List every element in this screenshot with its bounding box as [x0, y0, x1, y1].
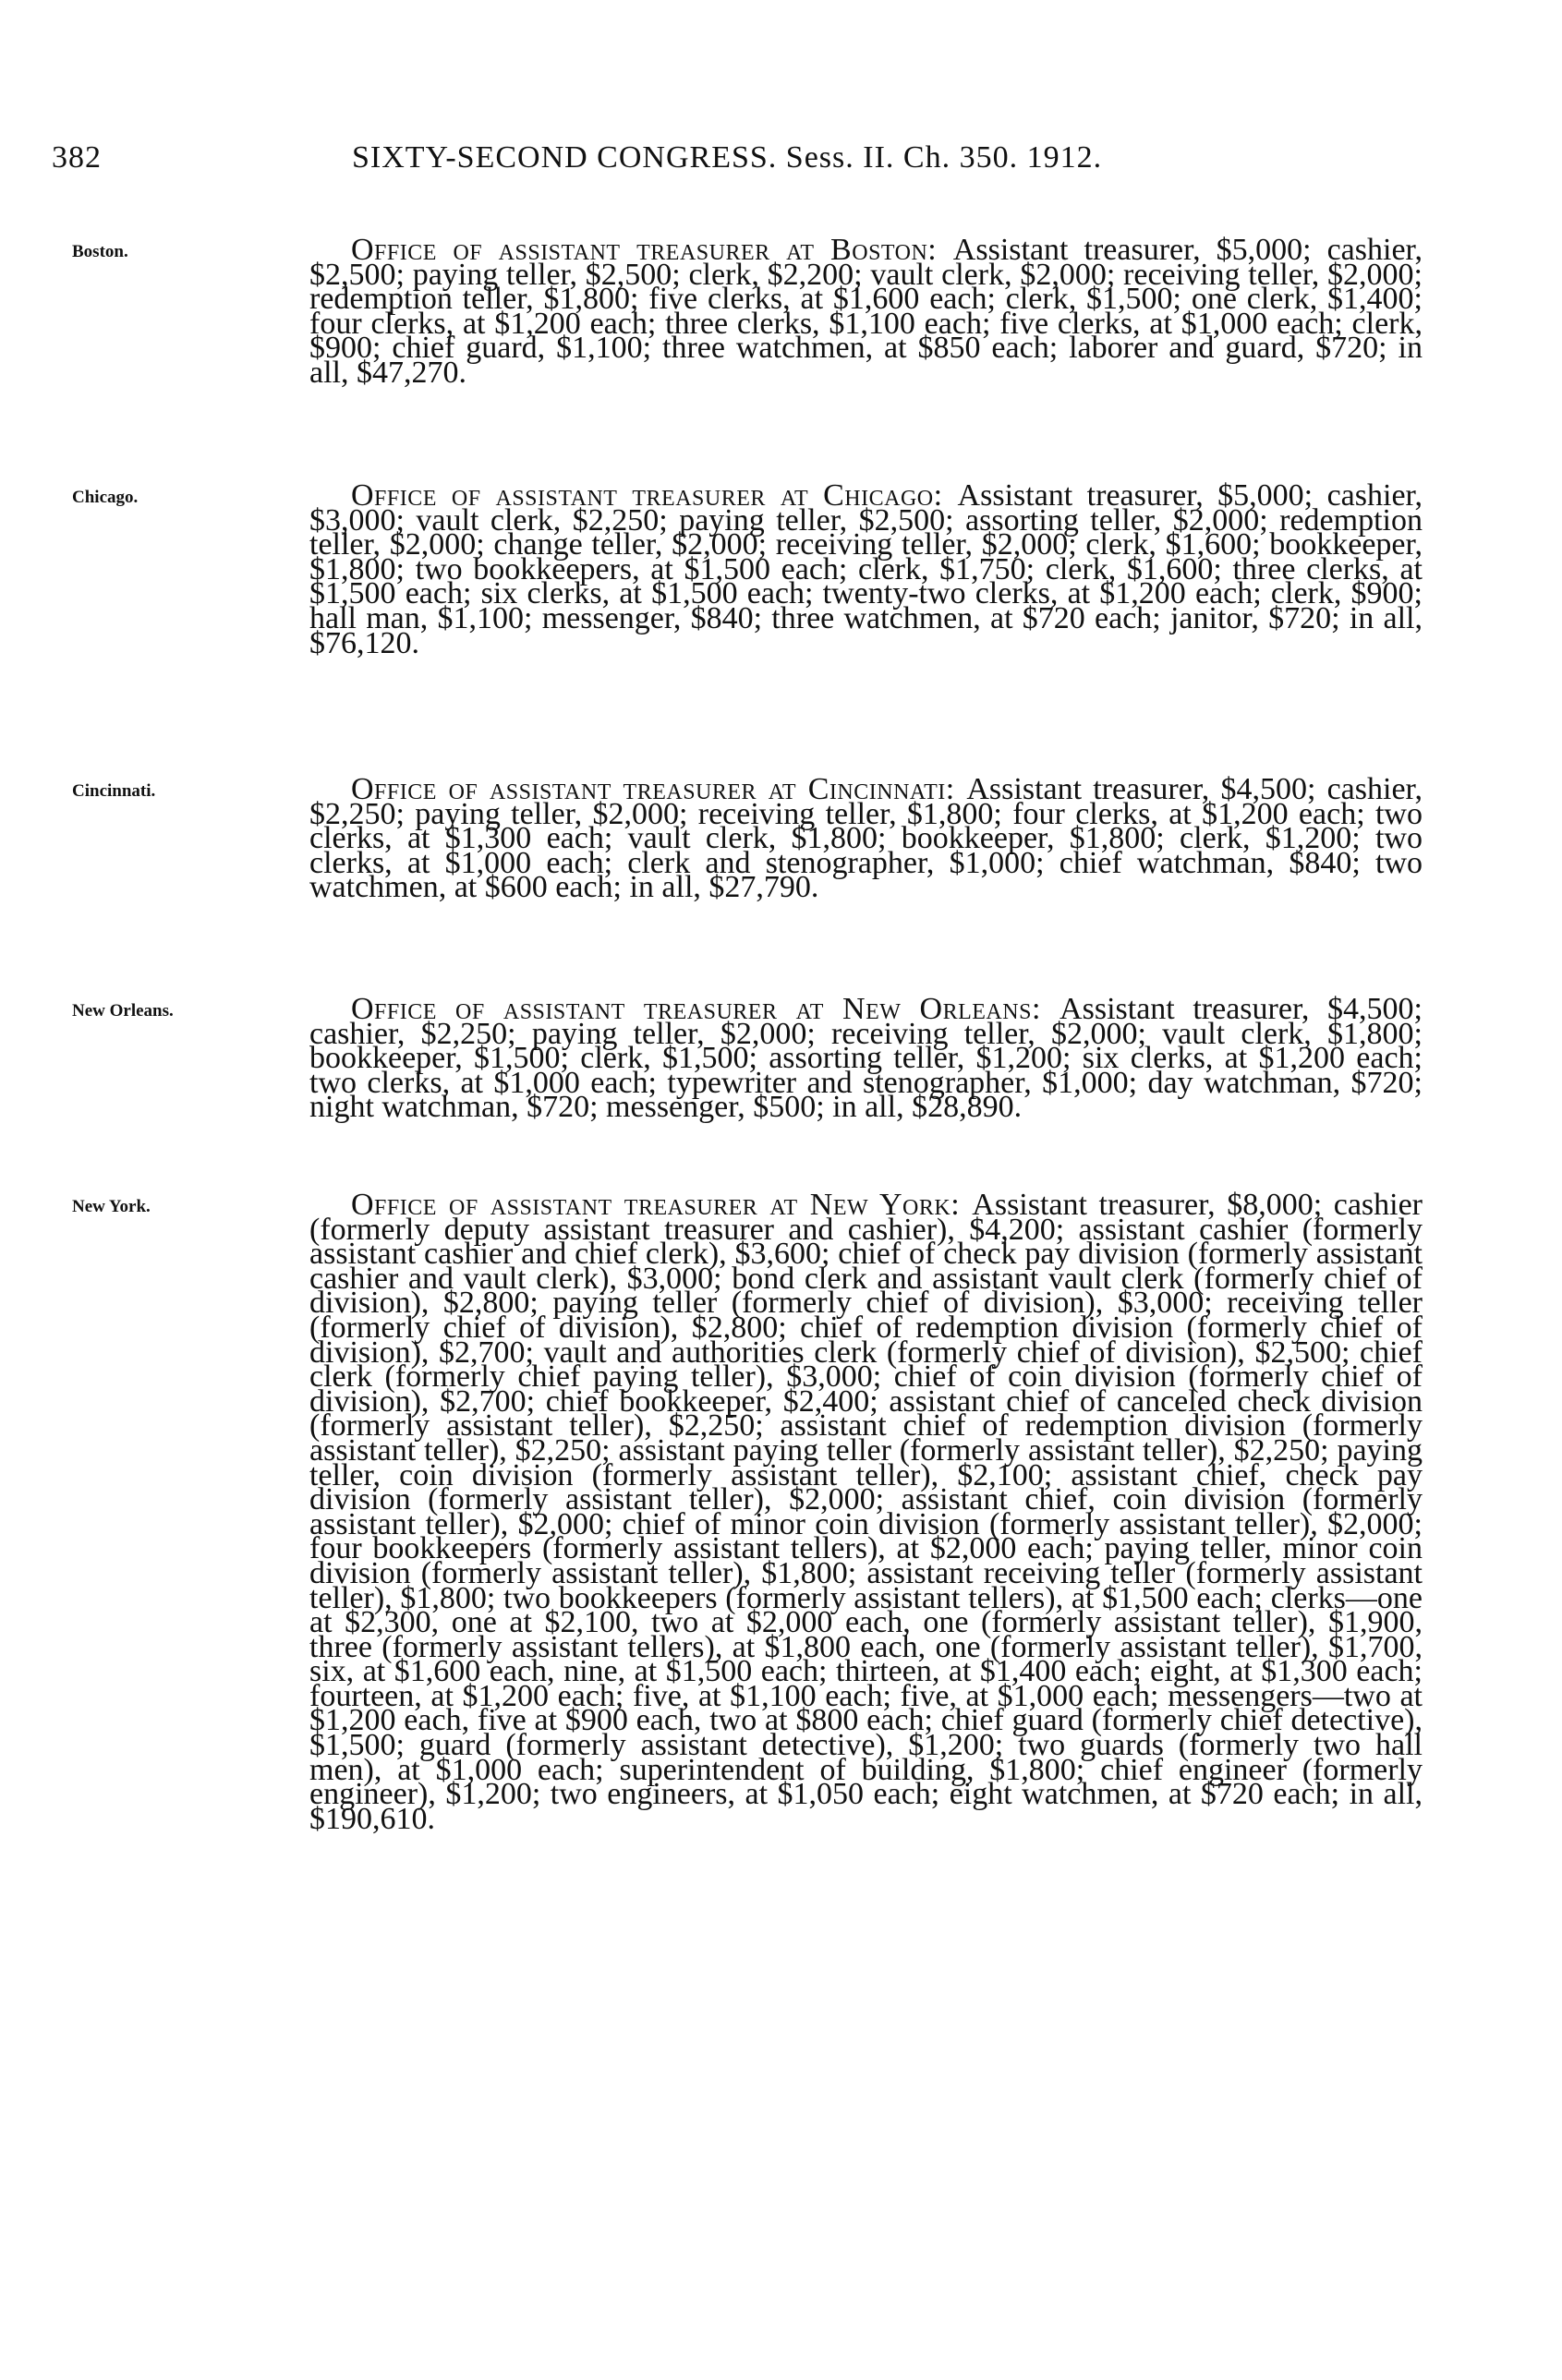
section-text: Assistant treasurer, $8,000; cashier (formerly deputy assistant treasurer and cashier), $4,200; assistant cashier (formerly assistant cashier and chief clerk), $3,600; chief of check pay division (formerly assistant cashier and vault clerk), $3,000; bond clerk and assistant vault clerk (formerly chief of division), $2,800; paying teller (formerly chief of division), $3,000; receiving teller (formerly chief of division), $2,800; chief of redemption division (formerly chief of division), $2,700; vault and authorities clerk (formerly chief of division), $2,500; chief clerk (formerly chief paying teller), $3,000; chief of coin division (formerly chief of division), $2,700; chief bookkeeper, $2,400; assistant chief of canceled check division (formerly assistant teller), $2,250; assistant chief of redemption division (formerly assistant teller), $2,250; assistant paying teller (formerly assistant teller), $2,250; paying teller, coin division (formerly assistant teller), $2,100; assistant chief, check pay division (formerly assistant teller), $2,000; assistant chief, coin division (formerly assistant teller), $2,000; chief of minor coin division (formerly assistant teller), $2,000; four bookkeepers (formerly assistant tellers), at $2,000 each; paying teller, minor coin division (formerly assistant teller), $1,800; assistant receiving teller (formerly assistant teller), $1,800; two bookkeepers (formerly assistant tellers), at $1,500 each; clerks—one at $2,300, one at $2,100, two at $2,000 each, one (formerly assistant teller), $1,900, three (formerly assistant tellers), at $1,800 each, one (formerly assistant teller), $1,700, six, at $1,600 each, nine, at $1,500 each; thirteen, at $1,400 each; eight, at $1,300 each; fourteen, at $1,200 each; five, at $1,100 each; five, at $1,000 each; messengers—two at $1,200 each, five at $900 each, two at $800 each; chief guard (formerly chief detective), $1,500; guard (formerly assistant detective), $1,200; two guards (formerly two hall men), at $1,000 each; superintendent of building, $1,800; chief engineer (formerly engineer), $1,200; two engineers, at $1,050 each; eight watchmen, at $720 each; in all, $190,610. — [309, 1188, 1423, 1836]
section-heading: Office of assistant treasurer at New York: — [351, 1188, 973, 1222]
section-heading: Office of assistant treasurer at Chicago: — [351, 478, 958, 513]
section-heading: Office of assistant treasurer at Boston: — [351, 233, 953, 267]
section-text: Assistant treasurer, $5,000; cashier, $3,000; vault clerk, $2,250; paying teller, $2,500; assorting teller, $2,000; redemption teller, $2,000; change teller, $2,000; receiving teller, $2,000; clerk, $1,600; bookkeeper, $1,800; two bookkeepers, at $1,500 each; clerk, $1,750; clerk, $1,600; three clerks, at $1,500 each; six clerks, at $1,500 each; twenty-two clerks, at $1,200 each; clerk, $900; hall man, $1,100; messenger, $840; three watchmen, at $720 each; janitor, $720; in all, $76,120. — [309, 478, 1423, 660]
margin-note-new-york: New York. — [72, 1197, 151, 1216]
section-text: Assistant treasurer, $4,500; cashier, $2,250; paying teller, $2,000; receiving teller, $1,800; four clerks, at $1,200 each; two clerks, at $1,300 each; vault clerk, $1,800; bookkeeper, $1,800; clerk, $1,200; two clerks, at $1,000 each; clerk and stenographer, $1,000; chief watchman, $840; two watchmen, at $600 each; in all, $27,790. — [309, 772, 1423, 905]
margin-note-cincinnati: Cincinnati. — [72, 781, 156, 801]
margin-note-boston: Boston. — [72, 242, 128, 261]
section-new-york — [309, 1188, 1423, 1836]
section-new-orleans — [309, 992, 1423, 1125]
section-text: Assistant treasurer, $5,000; cashier, $2,500; paying teller, $2,500; clerk, $2,200; vault clerk, $2,000; receiving teller, $2,000; redemption teller, $1,800; five clerks, at $1,600 each; clerk, $1,500; one clerk, $1,400; four clerks, at $1,200 each; three clerks, $1,100 each; five clerks, at $1,000 each; clerk, $900; chief guard, $1,100; three watchmen, at $850 each; laborer and guard, $720; in all, $47,270. — [309, 233, 1423, 390]
page-header — [52, 140, 1428, 187]
section-cincinnati — [309, 772, 1423, 905]
section-heading: Office of assistant treasurer at New Orleans: — [351, 992, 1060, 1026]
section-text: Assistant treasurer, $4,500; cashier, $2,250; paying teller, $2,000; receiving teller, $2,000; vault clerk, $1,800; bookkeeper, $1,500; clerk, $1,500; assorting teller, $1,200; six clerks, at $1,200 each; two clerks, at $1,000 each; typewriter and stenographer, $1,000; day watchman, $720; night watchman, $720; messenger, $500; in all, $28,890. — [309, 992, 1423, 1125]
margin-note-chicago: Chicago. — [72, 488, 139, 507]
margin-note-new-orleans: New Orleans. — [72, 1001, 174, 1021]
running-head: SIXTY-SECOND CONGRESS. Sess. II. Ch. 350. 1912. — [352, 140, 1103, 175]
section-boston — [309, 233, 1423, 390]
page-number: 382 — [52, 140, 102, 175]
section-heading: Office of assistant treasurer at Cincinnati: — [351, 772, 967, 806]
section-chicago — [309, 478, 1423, 660]
